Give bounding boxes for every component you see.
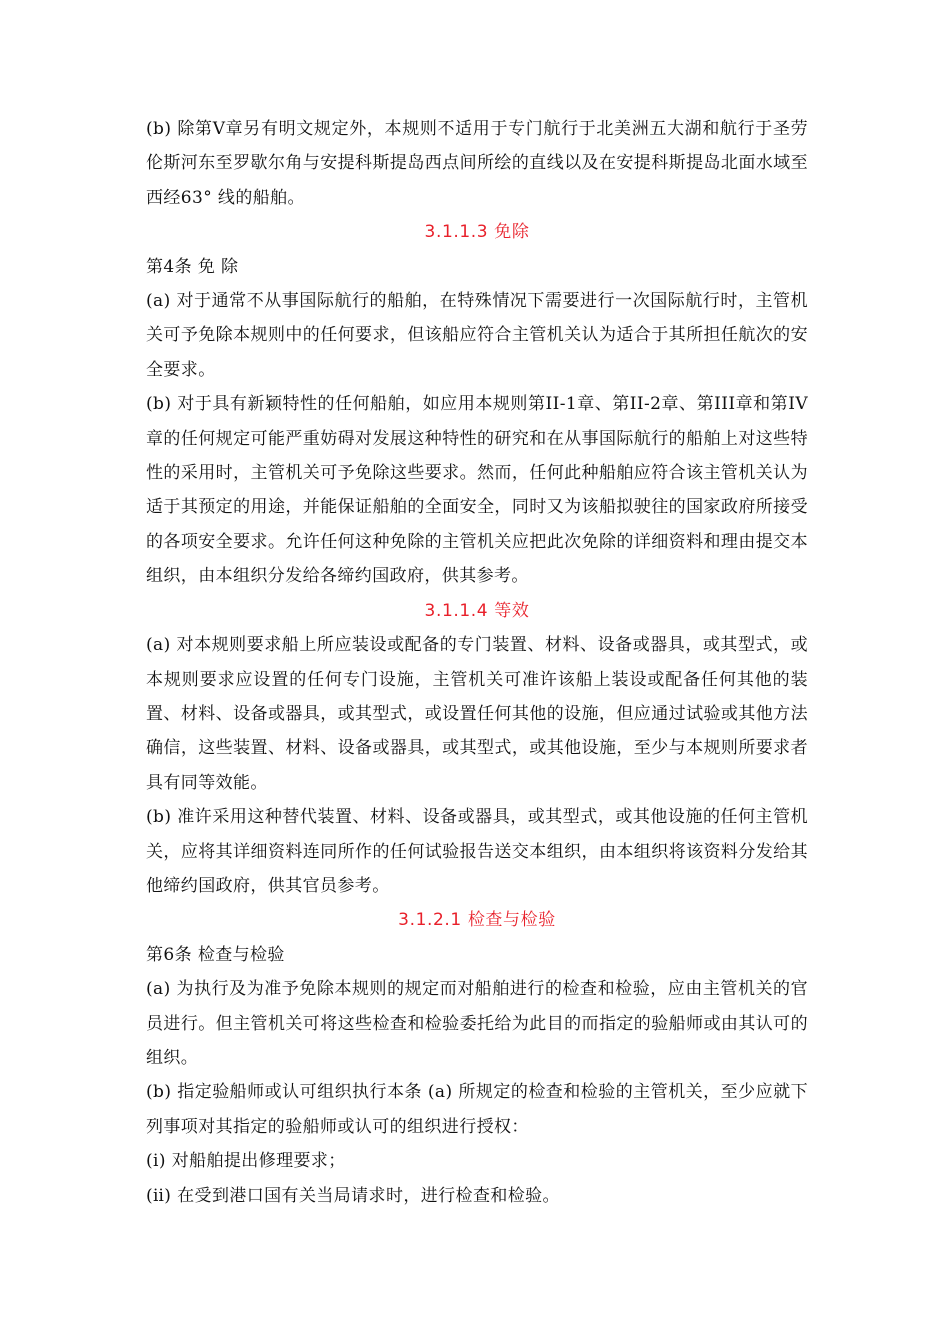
paragraph-1b: (b) 除第V章另有明文规定外，本规则不适用于专门航行于北美洲五大湖和航行于圣劳伦斯河东至罗歇尔角与安提科斯提岛西点间所绘的直线以及在安提科斯提岛北面水域至西经63° 线的船舶。 (146, 119, 808, 208)
paragraph-6b: (b) 指定验船师或认可组织执行本条 (a) 所规定的检查和检验的主管机关，至少应就下列事项对其指定的验船师或认可的组织进行授权： (146, 1082, 808, 1137)
list-item-ii: (ⅱ) 在受到港口国有关当局请求时，进行检查和检验。 (146, 1185, 560, 1206)
section-heading-3-1-1-4: 3.1.1.4 等效 (424, 600, 530, 621)
paragraph-4b: (b) 对于具有新颖特性的任何船舶，如应用本规则第II-1章、第II-2章、第III章和第IV章的任何规定可能严重妨碍对发展这种特性的研究和在从事国际航行的船舶上对这些特性的采用时，主管机关可予免除这些要求。然而，任何此种船舶应符合该主管机关认为适于其预定的用途，并能保证船舶的全面安全，同时又为该船拟驶往的国家政府所接受的各项安全要求。允许任何这种免除的主管机关应把此次免除的详细资料和理由提交本组织，由本组织分发给各缔约国政府，供其参考。 (146, 394, 808, 587)
section-heading-3-1-2-1: 3.1.2.1 检查与检验 (398, 910, 556, 931)
article-4-title: 第4条 免 除 (146, 256, 239, 277)
paragraph-4a: (a) 对于通常不从事国际航行的船舶，在特殊情况下需要进行一次国际航行时，主管机关可予免除本规则中的任何要求，但该船应符合主管机关认为适合于其所担任航次的安全要求。 (146, 291, 808, 380)
list-item-i: (ⅰ) 对船舶提出修理要求； (146, 1151, 346, 1172)
document-page (146, 112, 808, 1213)
article-6-title: 第6条 检查与检验 (146, 944, 285, 965)
section-heading-3-1-1-3: 3.1.1.3 免除 (424, 222, 530, 243)
paragraph-6a: (a) 为执行及为准予免除本规则的规定而对船舶进行的检查和检验，应由主管机关的官员进行。但主管机关可将这些检查和检验委托给为此目的而指定的验船师或由其认可的组织。 (146, 979, 808, 1068)
paragraph-5a: (a) 对本规则要求船上所应装设或配备的专门装置、材料、设备或器具，或其型式，或本规则要求应设置的任何专门设施，主管机关可准许该船上装设或配备任何其他的装置、材料、设备或器具，或其型式，或设置任何其他的设施，但应通过试验或其他方法确信，这些装置、材料、设备或器具，或其型式，或其他设施，至少与本规则所要求者具有同等效能。 (146, 635, 808, 793)
paragraph-5b: (b) 准许采用这种替代装置、材料、设备或器具，或其型式，或其他设施的任何主管机关，应将其详细资料连同所作的任何试验报告送交本组织，由本组织将该资料分发给其他缔约国政府，供其官员参考。 (146, 807, 808, 896)
